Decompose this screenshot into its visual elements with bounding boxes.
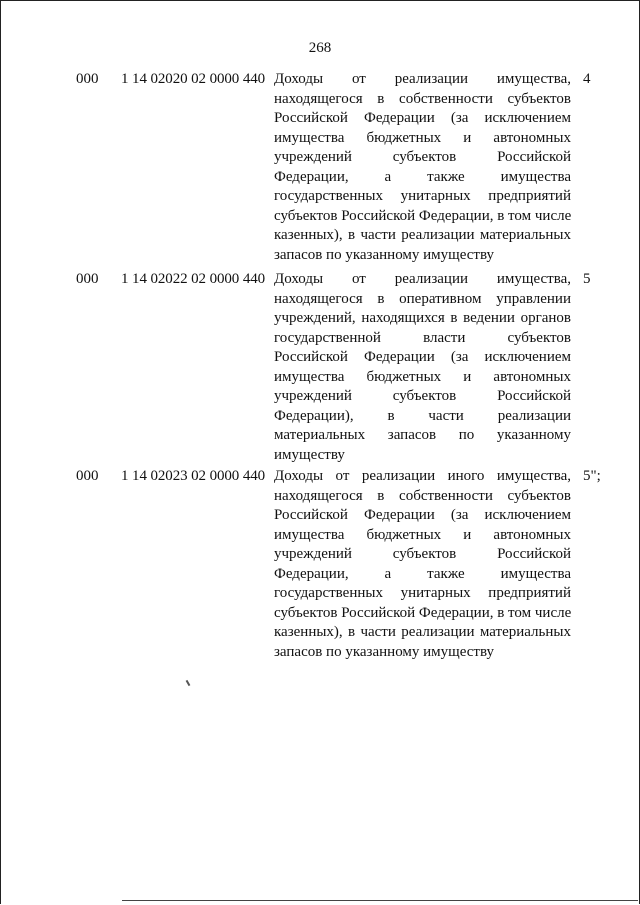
description-line: имущества бюджетных и автономных: [274, 526, 571, 543]
description-line: Российской Федерации (за исключением: [274, 110, 571, 126]
description-line: находящегося в собственности субъектов: [274, 487, 571, 504]
amount-value: 5: [583, 271, 591, 287]
description-line: учреждений субъектов Российской: [274, 149, 571, 165]
description-line: учреждений, находящихся в ведении органов: [274, 310, 571, 326]
admin-code: 000: [76, 271, 99, 287]
description-line: запасов по указанному имуществу: [274, 643, 495, 660]
income-description: [274, 70, 571, 265]
description-line: находящегося в собственности субъектов: [274, 90, 571, 107]
description-line: Федерации, а также имущества: [274, 168, 571, 185]
description-line: государственных унитарных предприятий: [274, 188, 571, 204]
description-line: государственной власти субъектов: [274, 329, 571, 346]
income-description: [274, 467, 571, 662]
description-line: казенных), в части реализации материальных: [274, 227, 571, 243]
description-line: имущества бюджетных и автономных: [274, 368, 571, 385]
description-line: Федерации, а также имущества: [274, 565, 571, 582]
amount-value: 4: [583, 71, 591, 87]
description-line: материальных запасов по указанному: [274, 427, 571, 443]
description-line: учреждений субъектов Российской: [274, 546, 571, 562]
description-line: Доходы от реализации имущества,: [274, 271, 571, 287]
income-description: [274, 270, 571, 465]
description-line: казенных), в части реализации материальных: [274, 624, 571, 640]
kbk-code: 1 14 02020 02 0000 440: [121, 71, 266, 87]
description-line: запасов по указанному имуществу: [274, 246, 495, 263]
description-line: Доходы от реализации имущества,: [274, 71, 571, 87]
admin-code: 000: [76, 468, 99, 484]
description-line: Российской Федерации (за исключением: [274, 507, 571, 523]
description-line: учреждений субъектов Российской: [274, 388, 571, 404]
amount-value: 5";: [583, 468, 601, 484]
description-line: имуществу: [274, 446, 345, 463]
description-line: Доходы от реализации иного имущества,: [274, 468, 571, 484]
page-number: 268: [308, 40, 332, 56]
description-line: Федерации), в части реализации: [274, 407, 571, 424]
description-line: находящегося в оперативном управлении: [274, 290, 571, 307]
bottom-border-line: [122, 900, 638, 901]
description-line: субъектов Российской Федерации, в том числе: [274, 207, 571, 224]
description-line: Российской Федерации (за исключением: [274, 349, 571, 365]
admin-code: 000: [76, 71, 99, 87]
description-line: имущества бюджетных и автономных: [274, 129, 571, 146]
kbk-code: 1 14 02022 02 0000 440: [121, 271, 266, 287]
kbk-code: 1 14 02023 02 0000 440: [121, 468, 266, 484]
description-line: субъектов Российской Федерации, в том числе: [274, 604, 571, 621]
description-line: государственных унитарных предприятий: [274, 585, 571, 601]
